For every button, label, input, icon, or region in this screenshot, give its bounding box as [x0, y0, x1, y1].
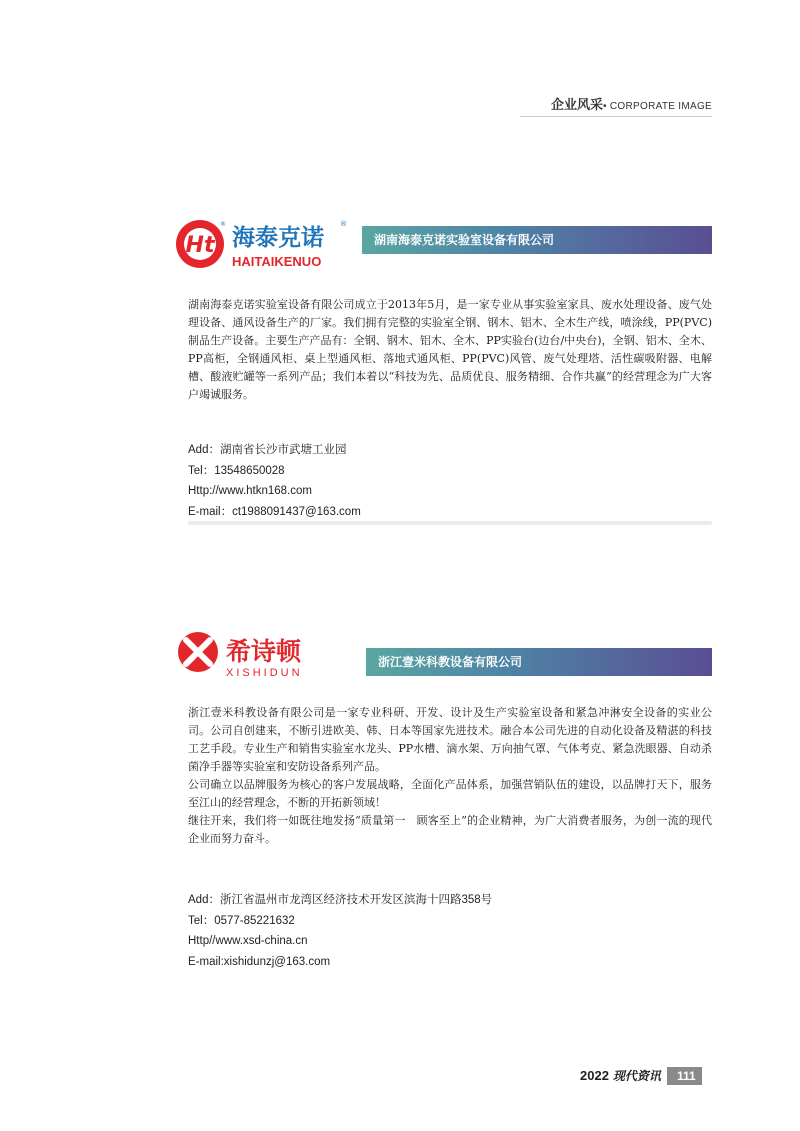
haitaikenuo-logo — [172, 214, 352, 274]
description-paragraph: 湖南海泰克诺实验室设备有限公司成立于2013年5月，是一家专业从事实验室家具、废水处理设备、废气处理设备、通风设备生产的厂家。我们拥有完整的实验室全钢、钢木、铝木、全木生产线，喷涂线，PP(PVC)制品生产设备。主要生产产品有：全钢、钢木、铝木、全木、PP实验台(边台/中央台)，全钢、铝木、全木、PP高柜，全钢通风柜、桌上型通风柜、落地式通风柜、PP(PVC)风管、废气处理塔、活性碳吸附器、电解槽、酸液贮罐等一系列产品；我们本着以“科技为先、品质优良、服务精细、合作共赢”的经营理念为广大客户竭诚服务。 — [188, 298, 712, 401]
logo-english-text: XISHIDUN — [226, 667, 303, 678]
logo-chinese-text: 海泰克诺 — [232, 225, 324, 251]
address-text: Add：湖南省长沙市武塘工业园 — [188, 444, 347, 456]
contact-block — [188, 890, 492, 972]
page-footer — [580, 1066, 702, 1084]
address-text: Add：浙江省温州市龙湾区经济技术开发区滨海十四路358号 — [188, 894, 493, 906]
section-title-zh: 企业风采 — [551, 98, 604, 113]
company-description — [188, 296, 712, 404]
logo-chinese-text: 希诗顿 — [226, 637, 302, 666]
section-title-en: • CORPORATE IMAGE — [603, 101, 712, 112]
company-name-band — [362, 226, 712, 254]
page-number: 111 — [667, 1067, 702, 1085]
xishidun-logo — [176, 630, 356, 678]
registered-mark: ® — [340, 220, 347, 228]
website-link[interactable]: Http://www.htkn168.com — [188, 485, 312, 497]
company-name-band — [366, 648, 712, 676]
phone-text: Tel：13548650028 — [188, 464, 285, 477]
email-link[interactable]: E-mail:xishidunzj@163.com — [188, 955, 331, 968]
logo-english-text: HAITAIKENUO — [232, 254, 322, 269]
company-name: 浙江壹米科教设备有限公司 — [378, 655, 523, 669]
contact-block — [188, 440, 361, 522]
company-description — [188, 704, 712, 848]
email-link[interactable]: E-mail：ct1988091437@163.com — [188, 505, 361, 518]
website-link[interactable]: Http//www.xsd-china.cn — [188, 935, 308, 947]
description-paragraph: 继往开来，我们将一如既往地发扬“质量第一 顾客至上”的企业精神，为广大消费者服务，为创一流的现代企业而努力奋斗。 — [188, 814, 712, 845]
description-paragraph: 公司确立以品牌服务为核心的客户发展战略，全面化产品体系，加强营销队伍的建设，以品牌打天下，服务至江山的经营理念，不断的开拓新领域！ — [188, 778, 712, 809]
section-divider — [188, 521, 712, 525]
magazine-name: 现代资讯 — [612, 1069, 661, 1083]
logo-mark-text: Ht — [185, 233, 215, 258]
description-paragraph: 浙江壹米科教设备有限公司是一家专业科研、开发、设计及生产实验室设备和紧急冲淋安全设备的实业公司。公司自创建来，不断引进欧美、韩、日本等国家先进技术。融合本公司先进的自动化设备及精湛的科技工艺手段。专业生产和销售实验室水龙头、PP水槽、滴水架、万向抽气罩、气体考克、紧急洗眼器、自动杀菌净手器等实验室和安防设备系列产品。 — [188, 706, 712, 773]
phone-text: Tel：0577-85221632 — [188, 914, 295, 927]
footer-year: 2022 — [580, 1068, 609, 1083]
registered-mark-small: ® — [220, 221, 226, 228]
section-header — [551, 94, 712, 113]
header-rule — [520, 116, 712, 117]
company-name: 湖南海泰克诺实验室设备有限公司 — [374, 233, 555, 247]
